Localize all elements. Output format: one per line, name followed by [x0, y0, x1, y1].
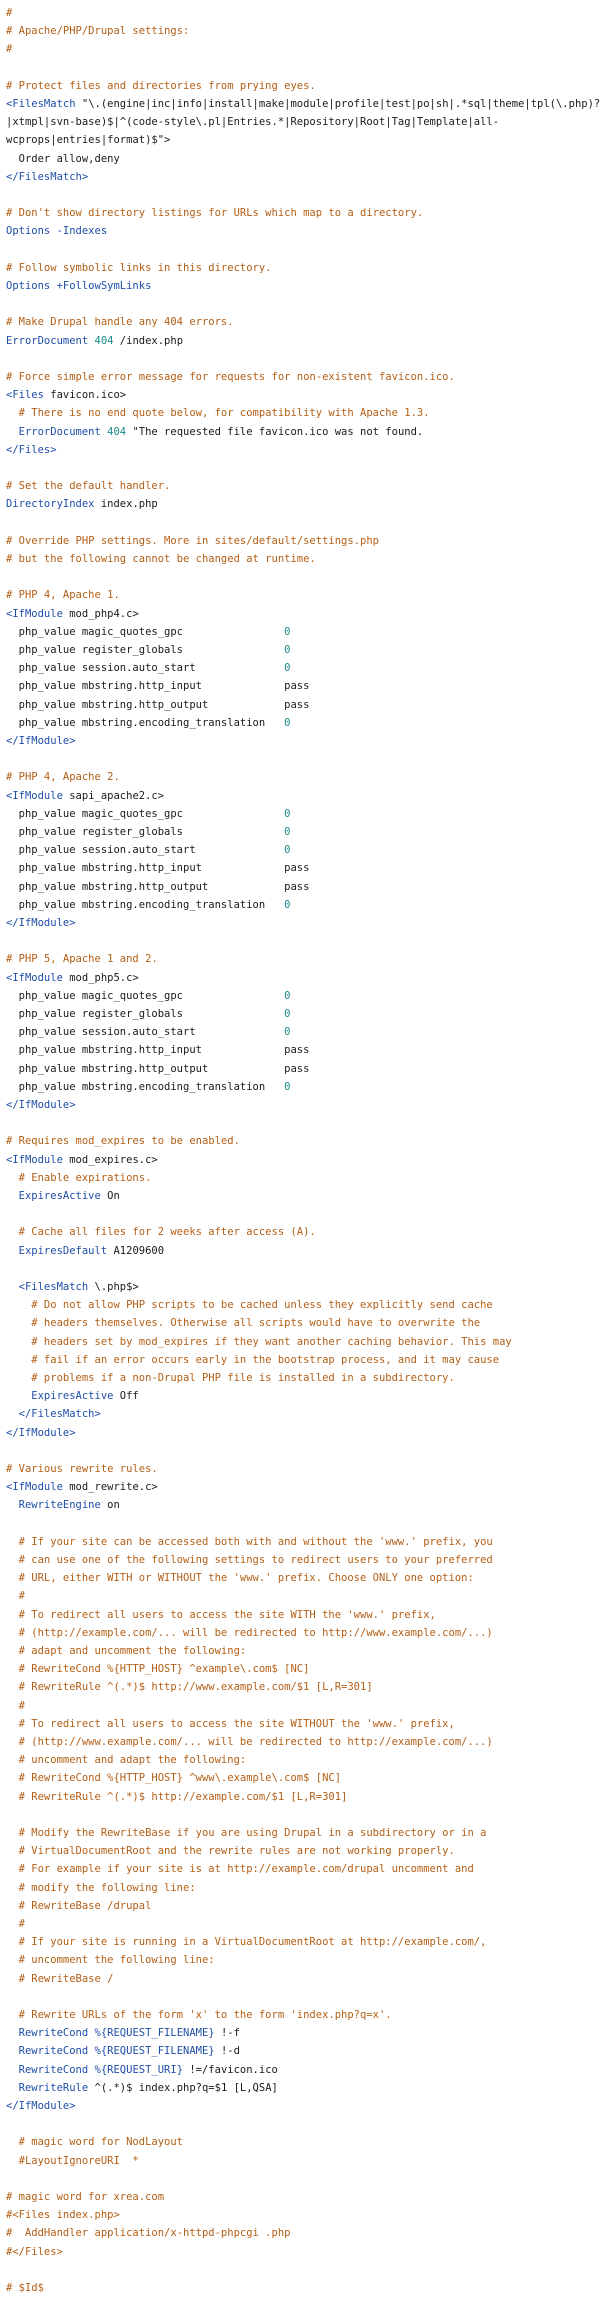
code-number: 0	[284, 1080, 291, 1093]
code-directive: RewriteCond	[6, 2045, 89, 2058]
code-comment: # Do not allow PHP scripts to be cached unless they explicitly send cache	[6, 1299, 493, 1312]
code-directive: </IfModule>	[6, 917, 76, 930]
code-line	[6, 1824, 598, 1842]
code-directive: ExpiresActive	[6, 1390, 114, 1403]
code-comment: # Don't show directory listings for URLs which map to a directory.	[6, 207, 424, 220]
code-comment: # To redirect all users to access the site WITHOUT the 'www.' prefix,	[6, 1717, 455, 1730]
code-line	[6, 586, 598, 604]
code-comment: # PHP 4, Apache 2.	[6, 771, 120, 784]
code-line	[6, 495, 598, 513]
code-line	[6, 2061, 598, 2079]
code-line	[6, 1260, 598, 1278]
code-line	[6, 1933, 598, 1951]
code-line	[6, 95, 598, 113]
code-line	[6, 1096, 598, 1114]
code-number: 0	[284, 1026, 291, 1039]
code-line	[6, 859, 598, 877]
code-setting: php_value session.auto_start	[6, 1026, 285, 1039]
code-comment: # Modify the RewriteBase if you are using Drupal in a subdirectory or in a	[6, 1827, 487, 1840]
code-comment: # RewriteRule ^(.*)$ http://www.example.com/$1 [L,R=301]	[6, 1681, 373, 1694]
code-argument: |xtmpl|svn-base)$|^(code-style\.pl|Entries.*|Repository|Root|Tag|Template|all-	[6, 116, 500, 129]
code-directive: <IfModule	[6, 789, 63, 802]
code-line	[6, 2224, 598, 2242]
code-directive: DirectoryIndex	[6, 498, 95, 511]
code-directive: RewriteRule	[6, 2081, 89, 2094]
code-line	[6, 1897, 598, 1915]
code-line	[6, 1551, 598, 1569]
code-line	[6, 1424, 598, 1442]
code-line	[6, 1278, 598, 1296]
code-directive: ErrorDocument	[6, 334, 89, 347]
code-line	[6, 1806, 598, 1824]
code-directive: RewriteCond	[6, 2027, 89, 2040]
code-line	[6, 2279, 598, 2297]
code-comment: #LayoutIgnoreURI *	[6, 2154, 139, 2167]
code-argument: mod_rewrite.c>	[62, 1481, 158, 1494]
code-line	[6, 222, 598, 240]
code-comment: # There is no end quote below, for compatibility with Apache 1.3.	[6, 407, 430, 420]
code-line	[6, 2261, 598, 2279]
code-setting: php_value register_globals	[6, 643, 285, 656]
code-line	[6, 313, 598, 331]
code-argument: !-f	[214, 2027, 240, 2040]
code-number: 404	[107, 425, 127, 438]
code-line	[6, 1587, 598, 1605]
code-line	[6, 1496, 598, 1514]
code-comment: # magic word for xrea.com	[6, 2191, 165, 2204]
code-line	[6, 750, 598, 768]
code-line	[6, 514, 598, 532]
code-line	[6, 1132, 598, 1150]
code-line	[6, 1041, 598, 1059]
code-number: 0	[284, 716, 291, 729]
code-line	[6, 423, 598, 441]
code-line	[6, 1842, 598, 1860]
code-comment: # RewriteCond %{HTTP_HOST} ^www\.example\.com$ [NC]	[6, 1772, 342, 1785]
code-comment: # Requires mod_expires to be enabled.	[6, 1135, 240, 1148]
code-line	[6, 605, 598, 623]
code-directive: </IfModule>	[6, 735, 76, 747]
code-line	[6, 22, 598, 40]
code-argument: wcprops|entries|format)$">	[6, 134, 171, 147]
code-comment: # If your site can be accessed both with and without the 'www.' prefix, you	[6, 1535, 493, 1548]
code-line	[6, 1078, 598, 1096]
code-text: php_value mbstring.http_input pass	[6, 1044, 310, 1057]
code-line	[6, 1333, 598, 1351]
code-directive: Options -Indexes	[6, 225, 108, 238]
code-directive: Options +FollowSymLinks	[6, 280, 152, 292]
code-directive: ExpiresDefault	[6, 1244, 108, 1257]
code-line	[6, 2006, 598, 2024]
code-argument: index.php	[94, 498, 158, 511]
code-directive: <IfModule	[6, 607, 63, 620]
code-argument: mod_php4.c>	[62, 607, 139, 620]
code-number: 0	[284, 1008, 291, 1021]
code-line	[6, 568, 598, 586]
code-setting: php_value magic_quotes_gpc	[6, 989, 285, 1002]
code-setting: php_value register_globals	[6, 1008, 285, 1021]
code-line	[6, 2097, 598, 2115]
code-line	[6, 1296, 598, 1314]
code-line	[6, 1951, 598, 1969]
code-line	[6, 1769, 598, 1787]
code-line	[6, 1442, 598, 1460]
code-number: 0	[284, 989, 291, 1002]
code-line	[6, 1569, 598, 1587]
code-line	[6, 823, 598, 841]
code-line	[6, 59, 598, 77]
code-line	[6, 1114, 598, 1132]
code-line	[6, 623, 598, 641]
code-argument: favicon.ico>	[43, 389, 127, 402]
code-argument: \.php$>	[88, 1281, 139, 1294]
code-comment: # Rewrite URLs of the form 'x' to the form 'index.php?q=x'.	[6, 2009, 392, 2022]
code-line	[6, 1879, 598, 1897]
code-comment: # Apache/PHP/Drupal settings:	[6, 25, 190, 38]
code-text: php_value mbstring.http_output pass	[6, 1062, 310, 1075]
code-comment: # $Id$	[6, 2282, 44, 2295]
code-line	[6, 1023, 598, 1041]
code-line	[6, 350, 598, 368]
code-line	[6, 1733, 598, 1751]
code-line	[6, 1369, 598, 1387]
code-line	[6, 1642, 598, 1660]
code-line	[6, 40, 598, 58]
code-directive: <IfModule	[6, 1481, 63, 1494]
code-comment: # PHP 5, Apache 1 and 2.	[6, 953, 158, 966]
code-line	[6, 2024, 598, 2042]
code-line	[6, 1860, 598, 1878]
code-line	[6, 259, 598, 277]
code-line	[6, 1788, 598, 1806]
code-line	[6, 950, 598, 968]
code-line	[6, 477, 598, 495]
code-line	[6, 732, 598, 750]
code-line	[6, 1715, 598, 1733]
code-comment: # For example if your site is at http://example.com/drupal uncomment and	[6, 1863, 474, 1876]
code-line	[6, 1169, 598, 1187]
code-setting: php_value register_globals	[6, 826, 285, 838]
code-line	[6, 441, 598, 459]
code-number: 0	[284, 643, 291, 656]
code-variable: %{REQUEST_FILENAME}	[88, 2045, 215, 2058]
code-directive: ErrorDocument	[6, 425, 101, 438]
code-comment: # can use one of the following settings to redirect users to your preferred	[6, 1554, 493, 1567]
code-directive: ExpiresActive	[6, 1190, 101, 1203]
code-line	[6, 1606, 598, 1624]
code-comment: # Follow symbolic links in this directory.	[6, 261, 272, 274]
code-line	[6, 1988, 598, 2006]
code-directive: <FilesMatch	[6, 98, 76, 110]
code-line	[6, 2188, 598, 2206]
code-directive: </Files>	[6, 443, 57, 456]
code-setting: php_value session.auto_start	[6, 662, 285, 675]
code-number: 0	[284, 807, 291, 820]
code-comment: # uncomment the following line:	[6, 1954, 215, 1967]
code-line	[6, 2042, 598, 2060]
code-argument: !-d	[214, 2045, 240, 2058]
code-argument: A1209600	[107, 1244, 165, 1257]
code-line	[6, 550, 598, 568]
code-comment: #	[6, 1590, 25, 1603]
code-comment: # RewriteRule ^(.*)$ http://example.com/$1 [L,R=301]	[6, 1790, 348, 1803]
code-line	[6, 1205, 598, 1223]
code-comment: #<Files index.php>	[6, 2209, 120, 2222]
code-line	[6, 1660, 598, 1678]
code-argument: mod_expires.c>	[62, 1153, 158, 1166]
code-line	[6, 805, 598, 823]
code-setting: php_value magic_quotes_gpc	[6, 807, 285, 820]
code-line	[6, 969, 598, 987]
code-comment: # Force simple error message for requests for non-existent favicon.ico.	[6, 370, 455, 383]
code-comment: # (http://example.com/... will be redirected to http://www.example.com/...)	[6, 1626, 493, 1639]
code-line	[6, 1697, 598, 1715]
code-line	[6, 131, 598, 149]
code-line	[6, 696, 598, 714]
code-line	[6, 2079, 598, 2097]
code-setting: php_value mbstring.encoding_translation	[6, 716, 285, 729]
code-line	[6, 404, 598, 422]
code-comment: # PHP 4, Apache 1.	[6, 589, 120, 602]
code-comment: # headers themselves. Otherwise all scripts would have to overwrite the	[6, 1317, 481, 1330]
code-directive: RewriteCond	[6, 2063, 89, 2076]
code-line	[6, 368, 598, 386]
code-line	[6, 113, 598, 131]
code-setting: php_value mbstring.encoding_translation	[6, 898, 285, 911]
code-line	[6, 1405, 598, 1423]
code-directive: </FilesMatch>	[6, 170, 89, 183]
code-line	[6, 277, 598, 295]
code-line	[6, 1533, 598, 1551]
code-comment: # magic word for NodLayout	[6, 2136, 184, 2149]
code-argument: /index.php	[113, 334, 184, 347]
code-line	[6, 386, 598, 404]
code-comment: # (http://www.example.com/... will be redirected to http://example.com/...)	[6, 1736, 493, 1749]
code-comment: # Various rewrite rules.	[6, 1463, 158, 1476]
code-comment: # modify the following line:	[6, 1881, 196, 1894]
code-number: 0	[284, 826, 291, 838]
code-line	[6, 1915, 598, 1933]
code-comment: #</Files>	[6, 2245, 63, 2258]
code-line	[6, 1678, 598, 1696]
code-line	[6, 677, 598, 695]
code-comment: # Enable expirations.	[6, 1171, 152, 1184]
code-line	[6, 4, 598, 22]
code-comment: # RewriteCond %{HTTP_HOST} ^example\.com$ [NC]	[6, 1663, 310, 1676]
code-comment: # RewriteBase /drupal	[6, 1899, 152, 1912]
code-comment: # headers set by mod_expires if they want another caching behavior. This may	[6, 1335, 512, 1348]
code-line	[6, 987, 598, 1005]
code-line	[6, 1242, 598, 1260]
code-comment: # VirtualDocumentRoot and the rewrite rules are not working properly.	[6, 1845, 455, 1858]
code-line	[6, 659, 598, 677]
code-number: 404	[94, 334, 114, 347]
code-number: 0	[284, 898, 291, 911]
code-line	[6, 2243, 598, 2261]
code-comment: # problems if a non-Drupal PHP file is installed in a subdirectory.	[6, 1372, 455, 1385]
code-text: php_value mbstring.http_output pass	[6, 880, 310, 893]
code-line	[6, 1624, 598, 1642]
code-line	[6, 1223, 598, 1241]
code-comment: # RewriteBase /	[6, 1972, 114, 1985]
code-comment: # Override PHP settings. More in sites/default/settings.php	[6, 534, 379, 547]
code-directive: RewriteEngine	[6, 1499, 101, 1512]
code-line	[6, 1515, 598, 1533]
code-line	[6, 1151, 598, 1169]
code-text: php_value mbstring.http_output pass	[6, 698, 310, 711]
code-text: php_value mbstring.http_input pass	[6, 862, 310, 875]
code-line	[6, 332, 598, 350]
code-line	[6, 714, 598, 732]
code-directive: <Files	[6, 389, 44, 402]
code-comment: # fail if an error occurs early in the bootstrap process, and it may cause	[6, 1353, 500, 1366]
code-line	[6, 1351, 598, 1369]
code-variable: %{REQUEST_URI}	[88, 2063, 184, 2076]
code-argument: Off	[113, 1390, 139, 1403]
code-line	[6, 532, 598, 550]
code-directive: <IfModule	[6, 1153, 63, 1166]
code-comment: # If your site is running in a VirtualDocumentRoot at http://example.com/,	[6, 1936, 487, 1949]
code-argument: on	[100, 1499, 120, 1512]
code-comment: # but the following cannot be changed at runtime.	[6, 552, 316, 565]
code-line	[6, 2152, 598, 2170]
code-line	[6, 295, 598, 313]
code-variable: %{REQUEST_FILENAME}	[88, 2027, 215, 2040]
code-argument: "\.(engine|inc|info|install|make|module|profile|test|po|sh|.*sql|theme|tpl(\.php)?	[75, 98, 600, 110]
code-comment: # uncomment and adapt the following:	[6, 1754, 247, 1767]
code-line	[6, 2115, 598, 2133]
code-line	[6, 459, 598, 477]
code-line	[6, 896, 598, 914]
code-number: 0	[284, 844, 291, 857]
code-setting: php_value mbstring.encoding_translation	[6, 1080, 285, 1093]
code-directive: <FilesMatch	[6, 1281, 89, 1294]
code-line	[6, 1478, 598, 1496]
code-comment: # AddHandler application/x-httpd-phpcgi .php	[6, 2227, 291, 2240]
code-line	[6, 168, 598, 186]
code-line	[6, 641, 598, 659]
code-line	[6, 914, 598, 932]
code-text: php_value mbstring.http_input pass	[6, 680, 310, 693]
code-comment: # adapt and uncomment the following:	[6, 1645, 247, 1658]
code-line	[6, 1314, 598, 1332]
code-argument: !=/favicon.ico	[183, 2063, 278, 2076]
code-comment: #	[6, 1699, 25, 1712]
code-number: 0	[284, 662, 291, 675]
code-line	[6, 2170, 598, 2188]
code-argument: On	[100, 1190, 120, 1203]
code-line	[6, 186, 598, 204]
code-line	[6, 241, 598, 259]
code-comment: #	[6, 43, 13, 56]
code-line	[6, 768, 598, 786]
code-directive: </IfModule>	[6, 1099, 76, 1112]
code-directive: <IfModule	[6, 971, 63, 984]
code-directive: </FilesMatch>	[6, 1408, 101, 1421]
code-comment: # Cache all files for 2 weeks after access (A).	[6, 1226, 316, 1239]
code-argument: sapi_apache2.c>	[62, 789, 165, 802]
code-directive: </IfModule>	[6, 2100, 76, 2113]
code-line	[6, 1187, 598, 1205]
code-line	[6, 2133, 598, 2151]
code-text: Order allow,deny	[6, 152, 120, 165]
code-comment: # Make Drupal handle any 404 errors.	[6, 316, 234, 329]
code-setting: php_value magic_quotes_gpc	[6, 625, 285, 638]
code-line	[6, 77, 598, 95]
code-line	[6, 1060, 598, 1078]
code-line	[6, 1751, 598, 1769]
code-line	[6, 150, 598, 168]
code-setting: php_value session.auto_start	[6, 844, 285, 857]
code-argument: ^(.*)$ index.php?q=$1 [L,QSA]	[88, 2081, 278, 2094]
code-directive: </IfModule>	[6, 1426, 76, 1439]
code-comment: # Protect files and directories from prying eyes.	[6, 79, 316, 92]
code-line	[6, 1970, 598, 1988]
code-comment: #	[6, 7, 13, 19]
code-number: 0	[284, 625, 291, 638]
code-comment: # To redirect all users to access the site WITH the 'www.' prefix,	[6, 1608, 436, 1621]
code-comment: # Set the default handler.	[6, 480, 171, 493]
code-line	[6, 841, 598, 859]
code-line	[6, 2206, 598, 2224]
code-line	[6, 878, 598, 896]
code-line	[6, 1005, 598, 1023]
code-line	[6, 1387, 598, 1405]
code-line	[6, 787, 598, 805]
code-line	[6, 932, 598, 950]
code-argument: mod_php5.c>	[62, 971, 139, 984]
code-comment: # URL, either WITH or WITHOUT the 'www.' prefix. Choose ONLY one option:	[6, 1572, 474, 1585]
code-line	[6, 1460, 598, 1478]
code-line	[6, 204, 598, 222]
code-comment: #	[6, 1918, 25, 1931]
code-argument: "The requested file favicon.ico was not found.	[126, 425, 424, 438]
